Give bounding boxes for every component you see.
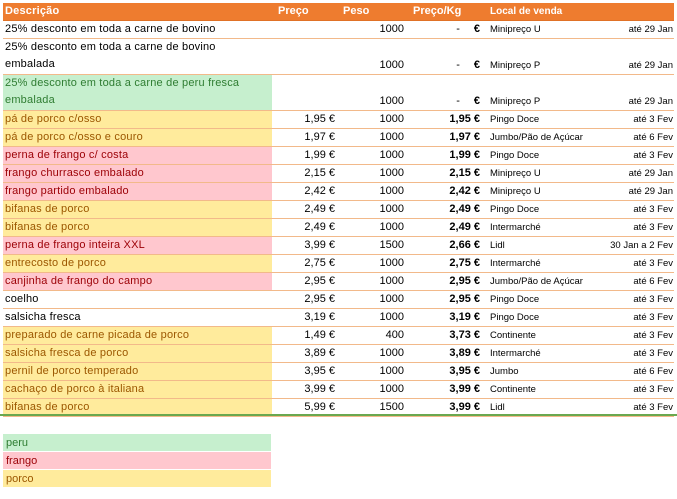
cell-validade[interactable]: até 29 Jan [628, 96, 673, 107]
cell-preco[interactable]: 1,95 € [304, 113, 335, 125]
descricao-line1: 25% desconto em toda a carne de bovino [5, 41, 216, 53]
cell-peso[interactable]: 1000 [379, 383, 404, 395]
table-row [3, 39, 674, 75]
cell-descricao[interactable] [3, 219, 272, 236]
table-row [3, 75, 674, 111]
cell-preco[interactable]: 1,49 € [304, 329, 335, 341]
preco-kg-value: - [456, 95, 460, 107]
cell-preco-kg[interactable]: 3,95 € [449, 365, 480, 377]
descricao-line1: perna de frango inteira XXL [5, 239, 145, 251]
cell-preco[interactable]: 3,89 € [304, 347, 335, 359]
cell-preco[interactable] [272, 93, 337, 111]
header-descricao[interactable]: Descrição [5, 5, 60, 17]
cell-peso[interactable]: 1000 [379, 221, 404, 233]
descricao-line1: canjinha de frango do campo [5, 275, 153, 287]
cell-descricao[interactable] [3, 183, 272, 200]
cell-peso[interactable]: 1500 [379, 239, 404, 251]
cell-local[interactable]: Intermarché [490, 348, 541, 359]
table-row [3, 255, 674, 273]
descricao-line1: entrecosto de porco [5, 257, 107, 269]
legend-frango[interactable]: frango [3, 452, 271, 470]
table-row [3, 147, 674, 165]
cell-validade[interactable]: até 3 Fev [633, 330, 673, 341]
table-row [3, 183, 674, 201]
table-row [3, 165, 674, 183]
table-row [3, 111, 674, 129]
cell-validade[interactable]: até 6 Fev [633, 276, 673, 287]
cell-local[interactable]: Pingo Doce [490, 150, 540, 161]
cell-preco[interactable]: 2,95 € [304, 275, 335, 287]
cell-preco-kg[interactable]: 2,75 € [449, 257, 480, 269]
cell-preco-kg[interactable]: 1,99 € [449, 149, 480, 161]
cell-peso[interactable]: 1000 [379, 311, 404, 323]
preco-kg-value: - [456, 59, 460, 71]
cell-peso[interactable]: 1000 [379, 203, 404, 215]
cell-descricao[interactable] [3, 381, 272, 398]
preco-kg-value: - [456, 23, 460, 35]
cell-validade[interactable]: até 3 Fev [633, 384, 673, 395]
cell-local[interactable]: Pingo Doce [490, 294, 540, 305]
cell-preco-kg[interactable] [406, 57, 482, 75]
cell-preco[interactable]: 5,99 € [304, 401, 335, 413]
table-row [3, 363, 674, 381]
cell-preco[interactable]: 3,99 € [304, 383, 335, 395]
cell-preco-kg[interactable]: 3,89 € [449, 347, 480, 359]
cell-preco-kg[interactable]: 1,95 € [449, 113, 480, 125]
legend-peru[interactable]: peru [3, 434, 271, 452]
cell-peso[interactable]: 1500 [379, 401, 404, 413]
cell-preco[interactable]: 2,49 € [304, 203, 335, 215]
cell-preco[interactable]: 2,75 € [304, 257, 335, 269]
cell-local[interactable]: Jumbo [490, 366, 519, 377]
descricao-line1: perna de frango c/ costa [5, 149, 129, 161]
cell-validade[interactable]: até 3 Fev [633, 312, 673, 323]
descricao-line1: salsicha fresca [5, 311, 81, 323]
cell-validade[interactable]: até 6 Fev [633, 366, 673, 377]
cell-local[interactable]: Pingo Doce [490, 312, 540, 323]
euro-symbol: € [473, 59, 480, 71]
cell-peso[interactable]: 1000 [379, 23, 404, 35]
cell-descricao[interactable] [3, 165, 272, 182]
descricao-line1: bifanas de porco [5, 401, 90, 413]
cell-local[interactable]: Minipreço U [490, 168, 541, 179]
table-row [3, 381, 674, 399]
cell-descricao[interactable] [3, 21, 272, 38]
cell-preco-kg[interactable]: 3,99 € [449, 383, 480, 395]
cell-preco-kg[interactable]: 3,99 € [449, 401, 480, 413]
descricao-line1: cachaço de porco à italiana [5, 383, 145, 395]
cell-local[interactable]: Intermarché [490, 258, 541, 269]
cell-descricao[interactable] [3, 309, 272, 326]
cell-peso[interactable]: 1000 [379, 365, 404, 377]
table-row [3, 291, 674, 309]
table-row [3, 21, 674, 39]
cell-descricao[interactable] [3, 273, 272, 290]
euro-symbol: € [473, 23, 480, 35]
table-row [3, 237, 674, 255]
cell-peso[interactable]: 1000 [379, 59, 404, 71]
selection-border [0, 414, 677, 416]
cell-preco-kg[interactable]: 2,49 € [449, 203, 480, 215]
cell-preco-kg[interactable]: 2,42 € [449, 185, 480, 197]
cell-validade[interactable]: até 3 Fev [633, 222, 673, 233]
cell-peso[interactable]: 1000 [379, 293, 404, 305]
cell-preco[interactable]: 3,95 € [304, 365, 335, 377]
cell-descricao[interactable] [3, 237, 272, 254]
cell-preco-kg[interactable]: 2,15 € [449, 167, 480, 179]
cell-preco-kg[interactable]: 1,97 € [449, 131, 480, 143]
table-header-row [3, 3, 674, 21]
descricao-line1: bifanas de porco [5, 203, 90, 215]
cell-peso[interactable]: 1000 [379, 275, 404, 287]
cell-preco-kg[interactable]: 2,49 € [449, 221, 480, 233]
legend-porco[interactable]: porco [3, 470, 271, 488]
cell-validade[interactable]: 30 Jan a 2 Fev [610, 240, 673, 251]
cell-validade[interactable]: até 3 Fev [633, 114, 673, 125]
cell-preco[interactable]: 2,42 € [304, 185, 335, 197]
cell-local[interactable]: Jumbo/Pão de Açúcar [490, 132, 583, 143]
cell-validade[interactable]: até 3 Fev [633, 258, 673, 269]
cell-preco[interactable]: 2,95 € [304, 293, 335, 305]
price-table [3, 3, 674, 417]
cell-validade[interactable]: até 6 Fev [633, 132, 673, 143]
cell-descricao[interactable] [3, 327, 272, 344]
descricao-line1: bifanas de porco [5, 221, 90, 233]
cell-local[interactable]: Pingo Doce [490, 204, 540, 215]
cell-preco-kg[interactable]: 3,19 € [449, 311, 480, 323]
descricao-line1: coelho [5, 293, 39, 305]
cell-preco-kg[interactable] [406, 93, 482, 111]
euro-symbol: € [473, 95, 480, 107]
cell-validade[interactable]: até 3 Fev [633, 294, 673, 305]
cell-preco[interactable]: 3,99 € [304, 239, 335, 251]
table-row [3, 345, 674, 363]
cell-descricao[interactable] [3, 291, 272, 308]
cell-validade[interactable]: até 29 Jan [628, 186, 673, 197]
cell-peso[interactable]: 1000 [379, 95, 404, 107]
cell-validade[interactable]: até 3 Fev [633, 348, 673, 359]
cell-validade[interactable]: até 29 Jan [628, 168, 673, 179]
descricao-line2: embalada [5, 58, 55, 70]
cell-local[interactable]: Minipreço P [490, 96, 541, 107]
cell-local[interactable]: Minipreço U [490, 24, 541, 35]
cell-local[interactable]: Jumbo/Pão de Açúcar [490, 276, 583, 287]
table-row [3, 327, 674, 345]
descricao-line1: pá de porco c/osso [5, 113, 102, 125]
cell-preco-kg[interactable]: 3,73 € [449, 329, 480, 341]
cell-descricao[interactable] [3, 201, 272, 218]
cell-preco-kg[interactable] [406, 21, 482, 38]
cell-local[interactable]: Continente [490, 330, 536, 341]
cell-peso[interactable]: 1000 [379, 113, 404, 125]
cell-preco[interactable]: 3,19 € [304, 311, 335, 323]
cell-local[interactable]: Minipreço U [490, 186, 541, 197]
header-peso[interactable]: Peso [343, 5, 370, 17]
cell-descricao[interactable] [3, 363, 272, 380]
cell-preco-kg[interactable]: 2,66 € [449, 239, 480, 251]
cell-peso[interactable]: 1000 [379, 167, 404, 179]
cell-local[interactable]: Pingo Doce [490, 114, 540, 125]
descricao-line1: pernil de porco temperado [5, 365, 139, 377]
cell-preco[interactable]: 1,97 € [304, 131, 335, 143]
cell-descricao[interactable] [3, 39, 272, 74]
cell-peso[interactable]: 1000 [379, 185, 404, 197]
cell-peso[interactable]: 400 [385, 329, 404, 341]
legend [3, 434, 271, 488]
cell-validade[interactable]: até 3 Fev [633, 204, 673, 215]
table-row [3, 309, 674, 327]
cell-local[interactable]: Continente [490, 384, 536, 395]
cell-preco[interactable] [272, 21, 337, 38]
cell-peso[interactable]: 1000 [379, 149, 404, 161]
cell-preco-kg[interactable]: 2,95 € [449, 293, 480, 305]
cell-local[interactable]: Minipreço P [490, 60, 541, 71]
cell-preco-kg[interactable]: 2,95 € [449, 275, 480, 287]
cell-validade[interactable]: até 29 Jan [628, 60, 673, 71]
descricao-line1: 25% desconto em toda a carne de bovino [5, 23, 216, 35]
cell-preco[interactable]: 1,99 € [304, 149, 335, 161]
descricao-line1: 25% desconto em toda a carne de peru fresca [5, 77, 240, 89]
cell-descricao[interactable] [3, 129, 272, 146]
header-local[interactable]: Local de venda [490, 6, 563, 17]
header-preco[interactable]: Preço [278, 5, 309, 17]
cell-validade[interactable]: até 29 Jan [628, 24, 673, 35]
header-preco-kg[interactable]: Preço/Kg [413, 5, 462, 17]
cell-local[interactable]: Lidl [490, 240, 505, 251]
cell-preco[interactable] [272, 57, 337, 75]
cell-descricao[interactable] [3, 255, 272, 272]
table-row [3, 273, 674, 291]
cell-descricao[interactable] [3, 345, 272, 362]
descricao-line1: frango partido embalado [5, 185, 129, 197]
descricao-line1: salsicha fresca de porco [5, 347, 129, 359]
table-row [3, 219, 674, 237]
cell-peso[interactable]: 1000 [379, 347, 404, 359]
table-row [3, 129, 674, 147]
table-row [3, 201, 674, 219]
descricao-line1: pá de porco c/osso e couro [5, 131, 143, 143]
cell-local[interactable]: Intermarché [490, 222, 541, 233]
cell-descricao[interactable] [3, 75, 272, 110]
cell-local[interactable]: Lidl [490, 402, 505, 413]
cell-preco[interactable]: 2,49 € [304, 221, 335, 233]
cell-peso[interactable]: 1000 [379, 257, 404, 269]
cell-peso[interactable]: 1000 [379, 131, 404, 143]
cell-descricao[interactable] [3, 111, 272, 128]
cell-validade[interactable]: até 3 Fev [633, 150, 673, 161]
descricao-line1: frango churrasco embalado [5, 167, 144, 179]
cell-descricao[interactable] [3, 147, 272, 164]
descricao-line2: embalada [5, 94, 55, 106]
descricao-line1: preparado de carne picada de porco [5, 329, 190, 341]
cell-validade[interactable]: até 3 Fev [633, 402, 673, 413]
cell-preco[interactable]: 2,15 € [304, 167, 335, 179]
